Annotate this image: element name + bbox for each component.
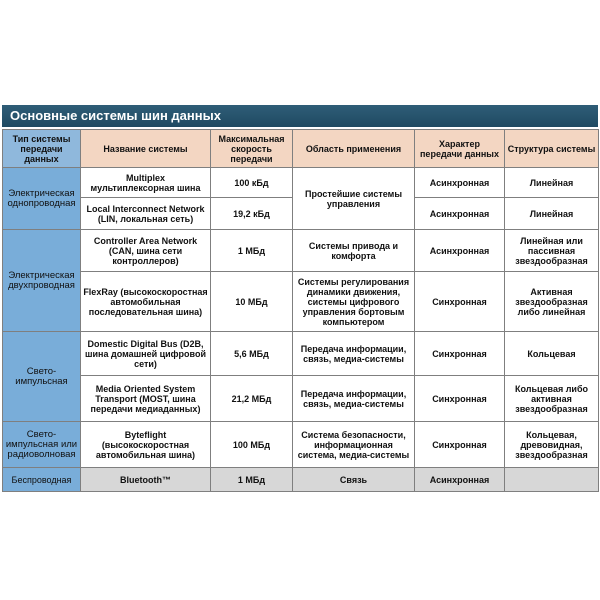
character-cell: Синхронная (415, 272, 505, 332)
type-cell: Электрическая двухпроводная (3, 230, 81, 332)
speed-cell: 10 МБд (211, 272, 293, 332)
character-cell: Синхронная (415, 332, 505, 376)
header-type: Тип системы передачи данных (3, 130, 81, 168)
structure-cell: Линейная (505, 168, 599, 198)
character-cell: Асинхронная (415, 168, 505, 198)
name-cell: Multiplex мультиплексорная шина (81, 168, 211, 198)
structure-cell (505, 468, 599, 492)
area-cell: Передача информации, связь, медиа-системы (293, 376, 415, 422)
area-cell: Системы регулирования динамики движения, системы цифрового управления бортовым компьютером (293, 272, 415, 332)
header-character: Характер передачи данных (415, 130, 505, 168)
speed-cell: 21,2 МБд (211, 376, 293, 422)
speed-cell: 1 МБд (211, 468, 293, 492)
header-name: Название системы (81, 130, 211, 168)
type-cell: Свето- импульсная (3, 332, 81, 422)
name-cell: Controller Area Network (CAN, шина сети контроллеров) (81, 230, 211, 272)
table-row (3, 468, 599, 492)
speed-cell: 100 кБд (211, 168, 293, 198)
bus-systems-slide (2, 105, 598, 495)
structure-cell: Активная звездообразная либо линейная (505, 272, 599, 332)
area-cell: Передача информации, связь, медиа-системы (293, 332, 415, 376)
character-cell: Синхронная (415, 422, 505, 468)
character-cell: Асинхронная (415, 198, 505, 230)
speed-cell: 1 МБд (211, 230, 293, 272)
structure-cell: Линейная (505, 198, 599, 230)
header-row (3, 130, 599, 168)
area-cell: Простейшие системы управления (293, 168, 415, 230)
name-cell: FlexRay (высокоскоростная автомобильная последовательная шина) (81, 272, 211, 332)
speed-cell: 5,6 МБд (211, 332, 293, 376)
area-cell: Связь (293, 468, 415, 492)
structure-cell: Линейная или пассивная звездообразная (505, 230, 599, 272)
name-cell: Byteflight (высокоскоростная автомобильная шина) (81, 422, 211, 468)
structure-cell: Кольцевая, древовидная, звездообразная (505, 422, 599, 468)
name-cell: Media Oriented System Transport (MOST, шина передачи медиаданных) (81, 376, 211, 422)
structure-cell: Кольцевая либо активная звездообразная (505, 376, 599, 422)
speed-cell: 19,2 кБд (211, 198, 293, 230)
name-cell: Local Interconnect Network (LIN, локальная сеть) (81, 198, 211, 230)
table-row (3, 422, 599, 468)
header-area: Область применения (293, 130, 415, 168)
table-row (3, 272, 599, 332)
bus-systems-table (2, 129, 599, 492)
area-cell: Системы привода и комфорта (293, 230, 415, 272)
slide-title: Основные системы шин данных (2, 105, 598, 127)
type-cell: Беспроводная (3, 468, 81, 492)
character-cell: Асинхронная (415, 468, 505, 492)
table-row (3, 332, 599, 376)
type-cell: Электрическая однопроводная (3, 168, 81, 230)
name-cell: Domestic Digital Bus (D2B, шина домашней цифровой сети) (81, 332, 211, 376)
speed-cell: 100 МБд (211, 422, 293, 468)
header-speed: Максимальная скорость передачи (211, 130, 293, 168)
character-cell: Асинхронная (415, 230, 505, 272)
character-cell: Синхронная (415, 376, 505, 422)
structure-cell: Кольцевая (505, 332, 599, 376)
area-cell: Система безопасности, информационная система, медиа-системы (293, 422, 415, 468)
name-cell: Bluetooth™ (81, 468, 211, 492)
table-row (3, 376, 599, 422)
table-row (3, 230, 599, 272)
table-row (3, 168, 599, 198)
type-cell: Свето- импульсная или радиоволновая (3, 422, 81, 468)
header-structure: Структура системы (505, 130, 599, 168)
